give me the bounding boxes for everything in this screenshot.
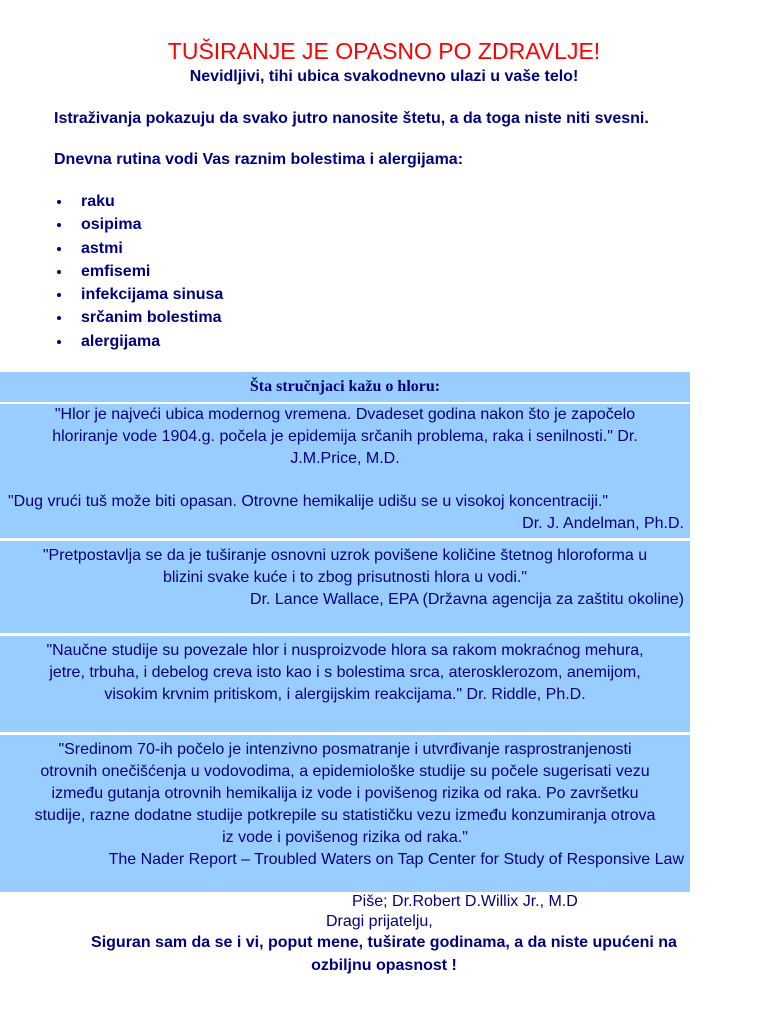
list-item: emfisemi [54, 260, 223, 283]
bullet-icon [57, 247, 61, 251]
list-intro: Dnevna rutina vodi Vas raznim bolestima i alergijama: [54, 151, 464, 168]
greeting: Dragi prijatelju, [326, 913, 433, 930]
quote-riddle: "Naučne studije su povezale hlor i nusproizvode hlora sa rakom mokraćnog mehura, jetre, trbuha, i debelog creva isto kao i s bolestima srca, aterosklerozom, anemijom, visokim krvnim pritiskom, i alergijskim reakcijama." Dr. Riddle, Ph.D. [0, 636, 690, 732]
bullet-icon [57, 270, 61, 274]
disease-list [54, 190, 223, 353]
list-item: infekcijama sinusa [54, 283, 223, 306]
page-subtitle: Nevidljivi, tihi ubica svakodnevno ulazi u vaše telo! [189, 68, 579, 85]
quote-nader: "Sredinom 70-ih počelo je intenzivno posmatranje i utvrđivanje rasprostranjenosti otrovnih onečišćenja u vodovodima, a epidemiološke studije su počele sugerisati vezu između gutanja otrovnih hemikalija iz vode i povišenog rizika od raka. Po završetku studije, razne dodatne studije potkrepile su statističku vezu između konzumiranja otrova iz vode i povišenog rizika od raka." The Nader Report – Troubled Waters on Tap Center for Study of Responsive Law [0, 735, 690, 892]
bullet-icon [57, 223, 61, 227]
list-item: alergijama [54, 330, 223, 353]
intro-paragraph: Istraživanja pokazuju da svako jutro nanosite štetu, a da toga niste niti svesni. [54, 110, 649, 127]
list-item: srčanim bolestima [54, 306, 223, 329]
bullet-icon [57, 200, 61, 204]
page-title: TUŠIRANJE JE OPASNO PO ZDRAVLJE! [167, 38, 601, 64]
quote-price: "Hlor je najveći ubica modernog vremena. Dvadeset godina nakon što je započelo hloriranje vode 1904.g. počela je epidemija srčanih problema, raka i senilnosti." Dr. J.M.Price, M.D. [0, 404, 690, 506]
quote-andelman: "Dug vrući tuš može biti opasan. Otrovne hemikalije udišu se u visokoj koncentraciji." Dr. J. Andelman, Ph.D. [0, 488, 690, 538]
closing-paragraph: Siguran sam da se i vi, poput mene, tuširate godinama, a da niste upućeni na ozbiljnu opasnost ! [91, 934, 677, 974]
quote-wallace: "Pretpostavlja se da je tuširanje osnovni uzrok povišene količine štetnog hloroforma u blizini svake kuće i to zbog prisutnosti hlora u vodi." Dr. Lance Wallace, EPA (Državna agencija za zaštitu okoline) [0, 541, 690, 633]
bullet-icon [57, 316, 61, 320]
list-item: astmi [54, 237, 223, 260]
bullet-icon [57, 340, 61, 344]
panel-heading: Šta stručnjaci kažu o hloru: [0, 372, 690, 402]
expert-quotes-panel [0, 372, 690, 892]
bullet-icon [57, 293, 61, 297]
author-line: Piše; Dr.Robert D.Willix Jr., M.D [352, 893, 578, 910]
list-item: raku [54, 190, 223, 213]
list-item: osipima [54, 213, 223, 236]
